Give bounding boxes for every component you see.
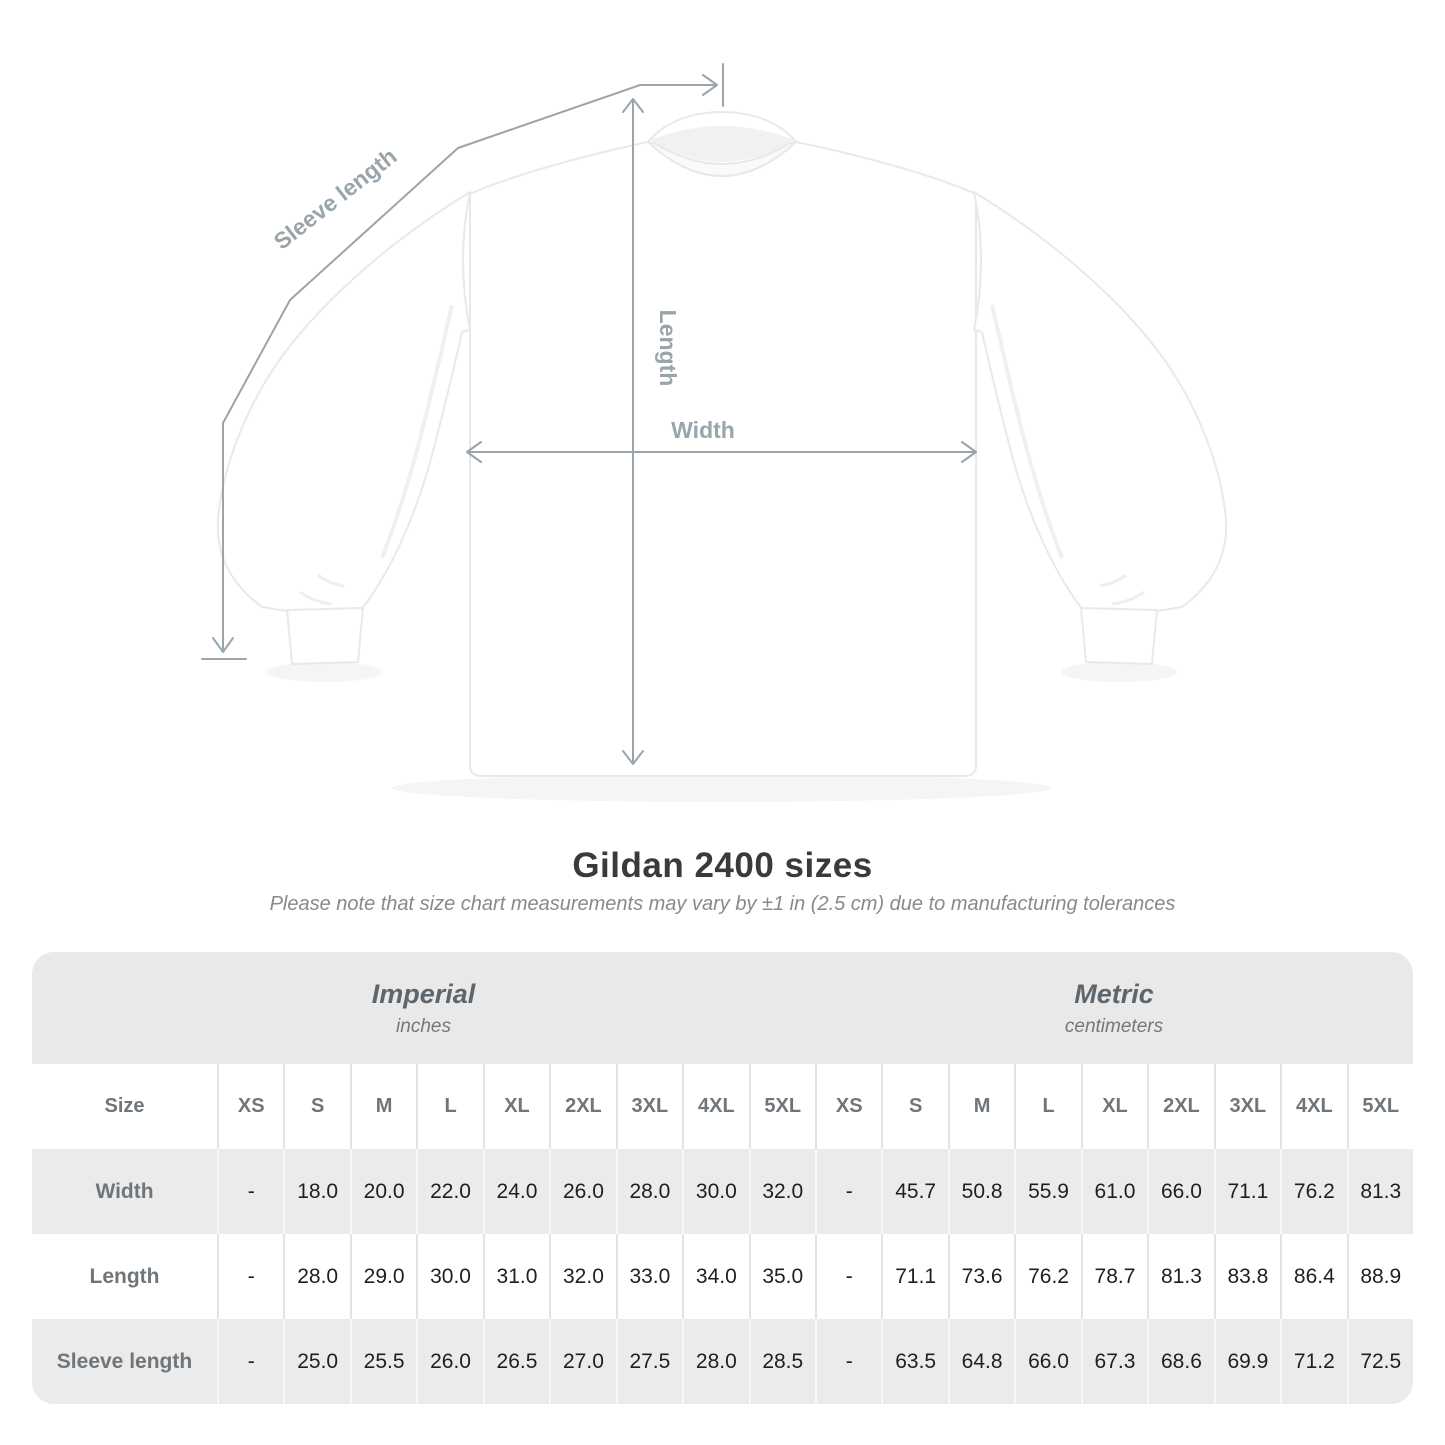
size-column-header: 2XL xyxy=(549,1064,615,1149)
size-column-header: S xyxy=(283,1064,349,1149)
size-column-header: XL xyxy=(1081,1064,1147,1149)
size-value-cell: - xyxy=(815,1234,881,1319)
size-value-cell: 63.5 xyxy=(881,1319,947,1404)
size-grid xyxy=(32,1064,1413,1404)
size-value-cell: 22.0 xyxy=(416,1149,482,1234)
size-value-cell: 30.0 xyxy=(416,1234,482,1319)
size-value-cell: 88.9 xyxy=(1347,1234,1413,1319)
size-value-cell: 28.0 xyxy=(283,1234,349,1319)
size-value-cell: 32.0 xyxy=(749,1149,815,1234)
size-value-cell: 35.0 xyxy=(749,1234,815,1319)
row-label: Length xyxy=(32,1234,217,1319)
size-value-cell: 78.7 xyxy=(1081,1234,1147,1319)
size-value-cell: 81.3 xyxy=(1147,1234,1213,1319)
size-value-cell: 55.9 xyxy=(1014,1149,1080,1234)
sleeve-length-label: Sleeve length xyxy=(268,142,402,255)
size-value-cell: 64.8 xyxy=(948,1319,1014,1404)
unit-header-metric xyxy=(815,952,1413,1064)
size-value-cell: 25.5 xyxy=(350,1319,416,1404)
size-column-header: L xyxy=(1014,1064,1080,1149)
size-table xyxy=(32,952,1413,1404)
size-column-header: L xyxy=(416,1064,482,1149)
size-value-cell: 67.3 xyxy=(1081,1319,1147,1404)
size-column-header: 5XL xyxy=(1347,1064,1413,1149)
size-value-cell: 72.5 xyxy=(1347,1319,1413,1404)
size-value-cell: 73.6 xyxy=(948,1234,1014,1319)
size-value-cell: 76.2 xyxy=(1280,1149,1346,1234)
size-value-cell: 28.0 xyxy=(616,1149,682,1234)
size-value-cell: 61.0 xyxy=(1081,1149,1147,1234)
size-column-header: 3XL xyxy=(1214,1064,1280,1149)
size-value-cell: 45.7 xyxy=(881,1149,947,1234)
size-value-cell: 76.2 xyxy=(1014,1234,1080,1319)
size-value-cell: 31.0 xyxy=(483,1234,549,1319)
size-value-cell: - xyxy=(217,1319,283,1404)
size-value-cell: - xyxy=(815,1149,881,1234)
metric-units: centimeters xyxy=(1064,1015,1164,1037)
size-value-cell: 27.5 xyxy=(616,1319,682,1404)
size-column-header: 4XL xyxy=(1280,1064,1346,1149)
size-row-header: Size xyxy=(32,1064,217,1149)
width-label: Width xyxy=(671,417,735,443)
size-value-cell: 71.1 xyxy=(881,1234,947,1319)
size-value-cell: 34.0 xyxy=(682,1234,748,1319)
size-column-header: 4XL xyxy=(682,1064,748,1149)
unit-header-band xyxy=(32,952,1413,1064)
size-column-header: 5XL xyxy=(749,1064,815,1149)
size-value-cell: 71.2 xyxy=(1280,1319,1346,1404)
size-value-cell: 29.0 xyxy=(350,1234,416,1319)
size-value-cell: 26.0 xyxy=(549,1149,615,1234)
size-value-cell: 32.0 xyxy=(549,1234,615,1319)
metric-title: Metric xyxy=(1074,978,1154,1009)
size-value-cell: 26.0 xyxy=(416,1319,482,1404)
size-value-cell: 24.0 xyxy=(483,1149,549,1234)
imperial-title: Imperial xyxy=(371,978,476,1009)
page-title: Gildan 2400 sizes xyxy=(572,846,873,885)
size-value-cell: 69.9 xyxy=(1214,1319,1280,1404)
size-column-header: XS xyxy=(815,1064,881,1149)
page-subtitle: Please note that size chart measurements may vary by ±1 in (2.5 cm) due to manufacturing tolerances xyxy=(269,893,1176,915)
size-value-cell: - xyxy=(217,1234,283,1319)
length-label: Length xyxy=(655,309,681,387)
size-value-cell: 83.8 xyxy=(1214,1234,1280,1319)
size-value-cell: 20.0 xyxy=(350,1149,416,1234)
unit-header-imperial xyxy=(32,952,815,1064)
size-column-header: XL xyxy=(483,1064,549,1149)
size-column-header: M xyxy=(350,1064,416,1149)
size-column-header: 2XL xyxy=(1147,1064,1213,1149)
size-value-cell: 18.0 xyxy=(283,1149,349,1234)
size-column-header: 3XL xyxy=(616,1064,682,1149)
size-column-header: M xyxy=(948,1064,1014,1149)
size-value-cell: 71.1 xyxy=(1214,1149,1280,1234)
size-value-cell: 86.4 xyxy=(1280,1234,1346,1319)
size-value-cell: 66.0 xyxy=(1147,1149,1213,1234)
imperial-units: inches xyxy=(396,1015,451,1037)
size-value-cell: 28.5 xyxy=(749,1319,815,1404)
row-label: Width xyxy=(32,1149,217,1234)
size-value-cell: 68.6 xyxy=(1147,1319,1213,1404)
row-label: Sleeve length xyxy=(32,1319,217,1404)
size-value-cell: 50.8 xyxy=(948,1149,1014,1234)
size-value-cell: 25.0 xyxy=(283,1319,349,1404)
size-value-cell: - xyxy=(217,1149,283,1234)
size-value-cell: 66.0 xyxy=(1014,1319,1080,1404)
size-value-cell: 81.3 xyxy=(1347,1149,1413,1234)
size-column-header: XS xyxy=(217,1064,283,1149)
size-value-cell: 26.5 xyxy=(483,1319,549,1404)
size-value-cell: - xyxy=(815,1319,881,1404)
size-column-header: S xyxy=(881,1064,947,1149)
size-value-cell: 27.0 xyxy=(549,1319,615,1404)
size-value-cell: 33.0 xyxy=(616,1234,682,1319)
size-value-cell: 28.0 xyxy=(682,1319,748,1404)
size-value-cell: 30.0 xyxy=(682,1149,748,1234)
